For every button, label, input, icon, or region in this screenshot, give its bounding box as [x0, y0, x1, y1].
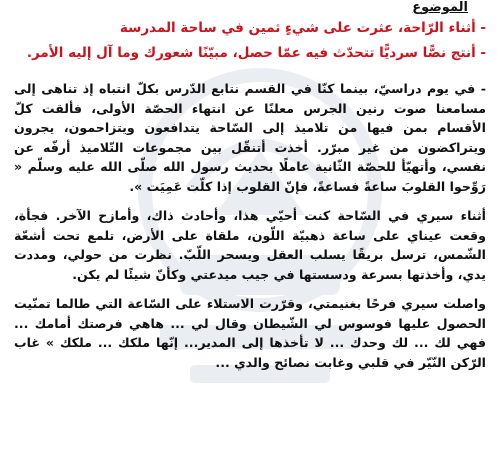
paragraph-intro: - في يوم دراسيّ، بينما كنّا في القسم نتابع الدّرس بكلّ انتباه إذ تناهى إلى مسامعنا صوت رنين الجرس معلنًا عن انتهاء الحصّة الأولى، فألقت كلّ الأقسام بمن فيها من تلاميذ إلى السّاحة يتدافعون ويتزاحمون، يجرون ويتراكضون من غير مبرّر. أخذت أتنقّل بين مجموعات التّلاميذ أرفّه عن نفسي، وأتهيّأ للحصّة الثّانية عاملًا بحديث رسول الله صلّى الله عليه وسلّم « رَوِّحوا القلوبَ ساعةً فساعةً، فإنّ القلوب إذا كلّت عَمِيَت ». — [14, 81, 486, 194]
section-gap — [14, 63, 486, 79]
paragraph-discovery: أثناء سيري في السّاحة كنت أحيّي هذا، وأحادث ذاك، وأمازح الآخر. فجأة، وقعت عيناي على ساعة ذهبيّة اللّون، ملقاة على الأرض، تلمع تحت أشعّة الشّمس، ترسل بريقًا يسلب العقل ويسحر اللّبّ. نظرت من حولي، ومددت يدي، وأخذتها بسرعة ودسستها في جيب ميدعتي وكأنّ شيئًا لم يكن. — [14, 208, 486, 282]
topic-heading: الموضوع — [412, 0, 468, 15]
task-line-2: - أنتج نصًّا سرديًّا تتحدّث فيه عمّا حصل، مبيّنًا شعورك وما آل إليه الأمر. — [26, 45, 486, 61]
paragraph-decision: واصلت سيري فرحًا بغنيمتي، وقرّرت الاستلاء على السّاعة التي طالما تمنّيت الحصول عليها فوسوس لي الشّيطان وقال لي ... هاهي فرصتك أمامك ... فهي لك ... لك وحدك ... لا تأخذها إلى المدير... إنّها ملكك ... ملكك » غاب الرّكن النّيّر في قلبي وغابت نصائح والدي ... — [14, 296, 486, 370]
document-content — [14, 0, 486, 372]
task-line-1: - أثناء الرّاحة، عثرت على شيءٍ ثمين في ساحة المدرسة — [119, 20, 486, 36]
